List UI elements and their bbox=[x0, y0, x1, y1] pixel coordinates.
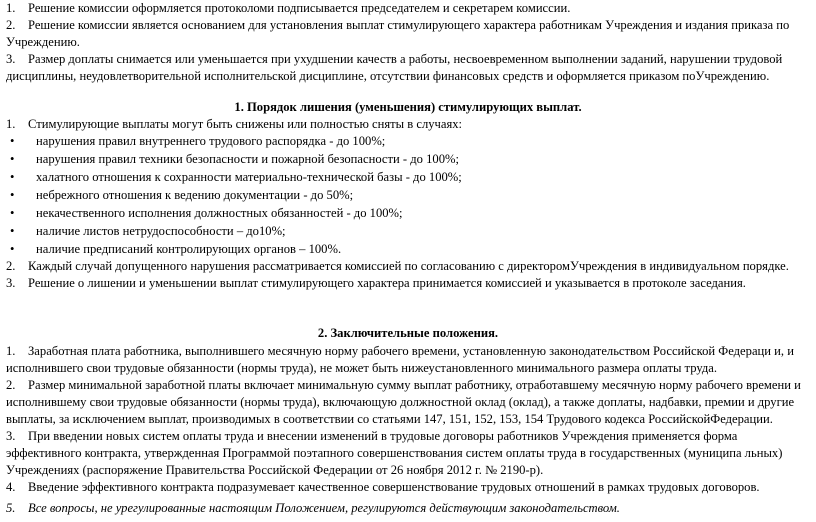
section-2-item-4 bbox=[6, 479, 812, 495]
item-number: 4. bbox=[6, 480, 16, 494]
item-number: 3. bbox=[6, 276, 16, 290]
item-number: 5. bbox=[6, 501, 16, 515]
section-2-item-2 bbox=[6, 377, 812, 393]
intro-item-3-cont: дисциплины, неудовлетворительной исполнительской дисциплине, отсутствии финансовых средств и оформляется приказом поУчреждению. bbox=[6, 69, 770, 83]
item-text: Заработная плата работника, выполнившего месячную норму рабочего времени, установленную законодательством Российской Федераци и, и bbox=[28, 344, 794, 358]
item-text: Размер минимальной заработной платы включает минимальную сумму выплат работнику, отработавшему месячную норму рабочего времени и bbox=[28, 378, 801, 392]
section-1-item-3 bbox=[6, 275, 812, 291]
bullet-text: нарушения правил внутреннего трудового распорядка - до 100%; bbox=[36, 134, 386, 148]
bullet-item bbox=[0, 151, 816, 168]
item-number: 2. bbox=[6, 378, 16, 392]
item-text: При введении новых систем оплаты труда и внесении изменений в трудовые договоры работников Учреждения применяется форма bbox=[28, 429, 738, 443]
bullet-text: нарушения правил техники безопасности и пожарной безопасности - до 100%; bbox=[36, 152, 459, 166]
item-number: 1. bbox=[6, 1, 16, 15]
section-1-item-2 bbox=[6, 258, 812, 274]
bullet-item bbox=[0, 223, 816, 240]
bullet-text: небрежного отношения к ведению документации - до 50%; bbox=[36, 188, 354, 202]
bullet-icon: • bbox=[10, 134, 15, 148]
bullet-item bbox=[0, 133, 816, 150]
section-2-item-3 bbox=[6, 428, 812, 444]
section-2-item-3-cont: Учреждениях (распоряжение Правительства Российской Федерации от 26 ноября 2012 г. № 2190-р). bbox=[6, 463, 544, 477]
bullet-icon: • bbox=[10, 206, 15, 220]
bullet-text: халатного отношения к сохранности материально-технической базы - до 100%; bbox=[36, 170, 462, 184]
bullet-icon: • bbox=[10, 242, 15, 256]
bullet-icon: • bbox=[10, 170, 15, 184]
item-number: 1. bbox=[6, 344, 16, 358]
bullet-text: наличие листов нетрудоспособности – до10%; bbox=[36, 224, 286, 238]
section-2-item-1 bbox=[6, 343, 812, 359]
item-number: 2. bbox=[6, 18, 16, 32]
section-2-item-1-cont: исполнившего свои трудовые обязанности (нормы труда), не может быть нижеустановленного минимального размера оплаты труда. bbox=[6, 361, 717, 375]
bullet-icon: • bbox=[10, 224, 15, 238]
bullet-item bbox=[0, 241, 816, 258]
item-number: 1. bbox=[6, 117, 16, 131]
intro-item-3 bbox=[6, 51, 812, 67]
bullet-icon: • bbox=[10, 152, 15, 166]
item-text: Каждый случай допущенного нарушения рассматривается комиссией по согласованию с директоромУчреждения в индивидуальном порядке. bbox=[28, 259, 789, 273]
section-2-heading: 2. Заключительные положения. bbox=[317, 326, 499, 340]
intro-item-2 bbox=[6, 17, 812, 33]
bullet-text: некачественного исполнения должностных обязанностей - до 100%; bbox=[36, 206, 403, 220]
item-number: 2. bbox=[6, 259, 16, 273]
item-text: Стимулирующие выплаты могут быть снижены или полностью сняты в случаях: bbox=[28, 117, 463, 131]
item-text: Введение эффективного контракта подразумевает качественное совершенствование трудовых отношений в рамках трудовых договоров. bbox=[28, 480, 760, 494]
bullet-item bbox=[0, 187, 816, 204]
item-text: Решение о лишении и уменьшении выплат стимулирующего характера принимается комиссией и указывается в протоколе заседания. bbox=[28, 276, 746, 290]
item-text: Размер доплаты снимается или уменьшается при ухудшении качеств а работы, несвоевременном выполнении заданий, нарушении трудовой bbox=[28, 52, 783, 66]
bullet-icon: • bbox=[10, 188, 15, 202]
section-2-item-2-cont: исполнившему свои трудовые обязанности (нормы труда), включающую должностной оклад (оклад), а также доплаты, надбавки, премии и другие bbox=[6, 395, 795, 409]
intro-item-1 bbox=[6, 0, 812, 16]
item-number: 3. bbox=[6, 52, 16, 66]
item-number: 3. bbox=[6, 429, 16, 443]
item-text: Решение комиссии оформляется протоколоми подписывается председателем и секретарем комиссии. bbox=[28, 1, 571, 15]
item-text: Решение комиссии является основанием для установления выплат стимулирующего характера работникам Учреждения и издания приказа по bbox=[28, 18, 790, 32]
section-2-item-5 bbox=[6, 500, 812, 516]
section-1-item-1 bbox=[6, 116, 812, 132]
section-2-item-2-cont: выплаты, за исключением выплат, производимых в соответствии со статьями 147, 151, 152, 153, 154 Трудового кодекса РоссийскойФедерации. bbox=[6, 412, 773, 426]
section-2-item-3-cont: эффективного контракта, утвержденная Программой поэтапного совершенствования систем оплаты труда в государственных (муниципа льных) bbox=[6, 446, 783, 460]
item-text: Все вопросы, не урегулированные настоящим Положением, регулируются действующим законодательством. bbox=[28, 501, 620, 515]
bullet-item bbox=[0, 205, 816, 222]
intro-item-2-cont: Учреждению. bbox=[6, 35, 80, 49]
section-1-heading: 1. Порядок лишения (уменьшения) стимулирующих выплат. bbox=[234, 100, 582, 114]
bullet-text: наличие предписаний контролирующих органов – 100%. bbox=[36, 242, 342, 256]
bullet-item bbox=[0, 169, 816, 186]
